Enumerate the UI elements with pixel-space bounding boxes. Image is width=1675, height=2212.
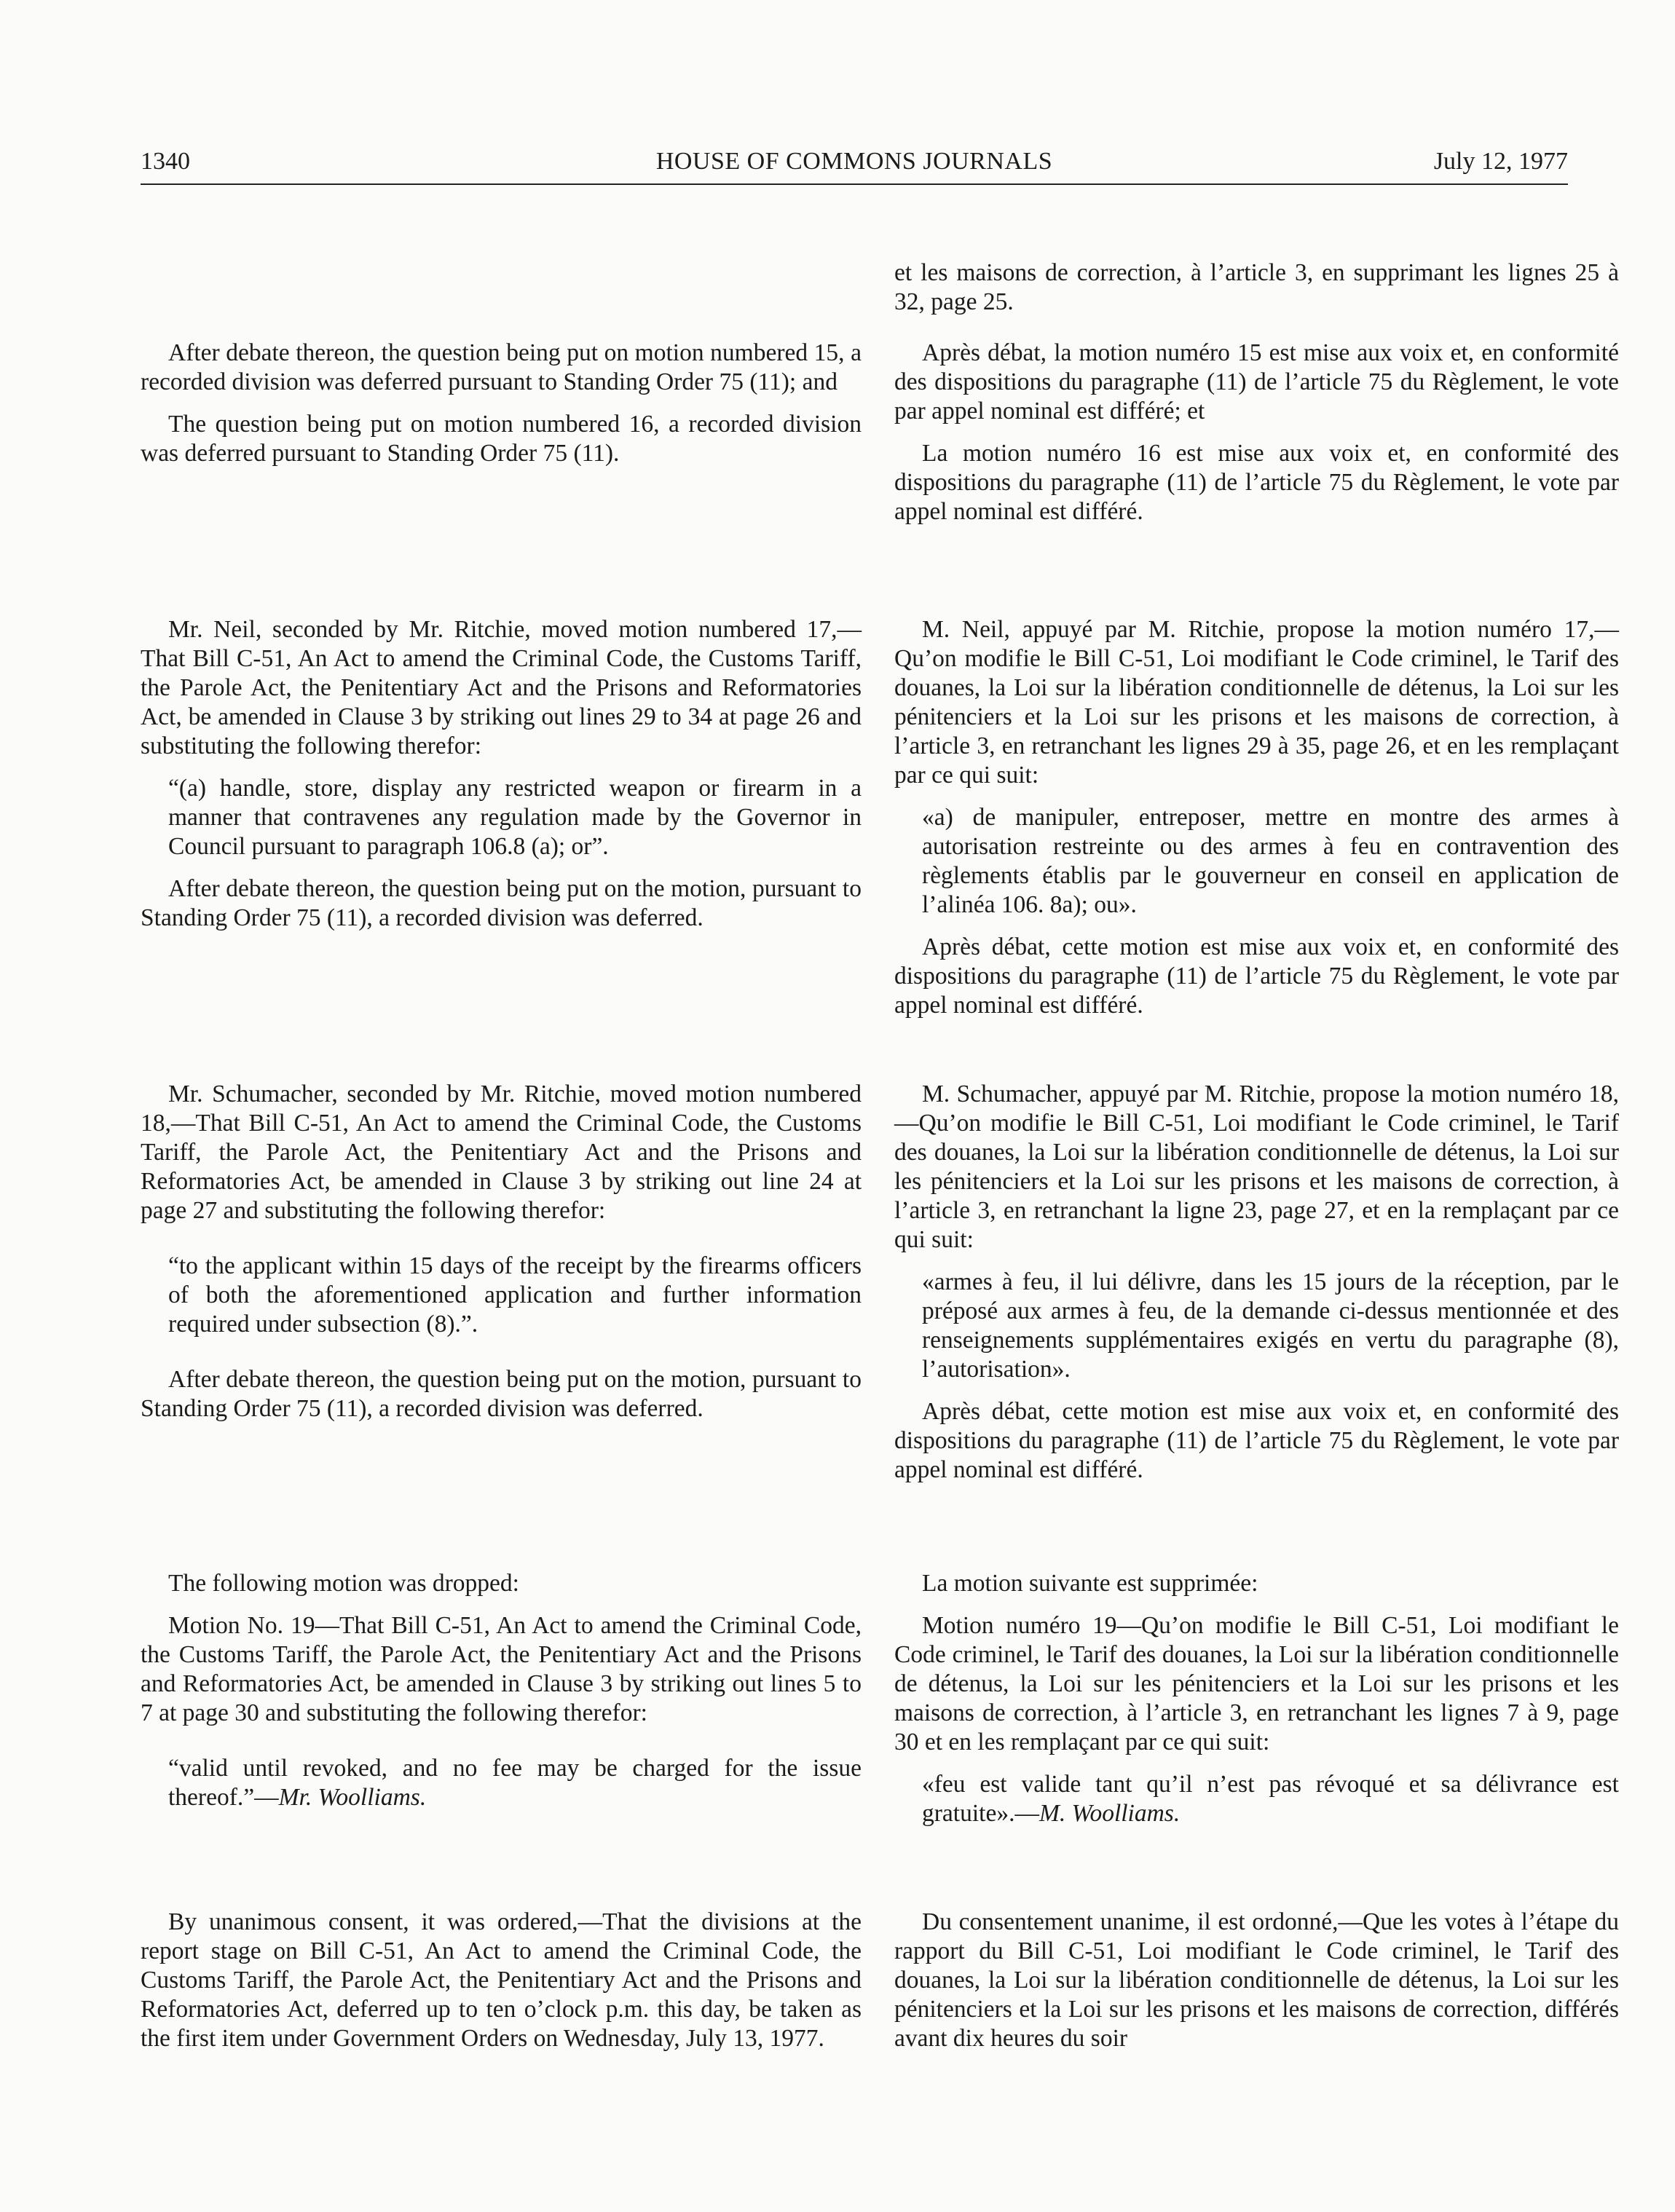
fr-motion-17-text: M. Neil, appuyé par M. Ritchie, propose la motion numéro 17,—Qu’on modifie le Bill C-51, Loi modifiant le Code criminel, le Tarif des douanes, la Loi sur la libération conditionnelle de détenus, la Loi sur les pénitenciers et la Loi sur les prisons et les maisons de correction, à l’article 3, en retranchant les lignes 29 à 35, page 26, et en les remplaçant par ce qui suit: bbox=[894, 616, 1619, 789]
fr-motion-19-text: Motion numéro 19—Qu’on modifie le Bill C-51, Loi modifiant le Code criminel, le Tarif des douanes, la Loi sur la libération conditionnelle de détenus, la Loi sur les pénitenciers et la Loi sur les prisons et les maisons de correction, à l’article 3, en retranchant les lignes 7 à 9, page 30 et en les remplaçant par ce qui suit: bbox=[894, 1612, 1619, 1755]
fr-motion-18 bbox=[894, 1080, 1619, 1485]
en-motion-18-quote: “to the applicant within 15 days of the receipt by the firearms officers of both the aforementioned application and further information required under subsection (8).”. bbox=[168, 1252, 862, 1338]
en-unanimous-consent bbox=[141, 1908, 862, 2053]
en-motion-15-paragraph: After debate thereon, the question being put on motion numbered 15, a recorded division was deferred pursuant to Standing Order 75 (11); and bbox=[141, 339, 862, 395]
fr-dropped-heading: La motion suivante est supprimée: bbox=[922, 1570, 1258, 1597]
en-motion-18-result: After debate thereon, the question being put on the motion, pursuant to Standing Order 75 (11), a recorded division was deferred. bbox=[141, 1366, 862, 1422]
fr-motion-19-quote-text: «feu est valide tant qu’il n’est pas révoqué et sa délivrance est gratuite».— bbox=[922, 1771, 1619, 1827]
fr-motion-19-quote bbox=[922, 1770, 1619, 1828]
en-unanimous-consent-text: By unanimous consent, it was ordered,—That the divisions at the report stage on Bill C-51, An Act to amend the Criminal Code, the Customs Tariff, the Parole Act, the Penitentiary Act and the Prisons and Reformatories Act, deferred up to ten o’clock p.m. this day, be taken as the first item under Government Orders on Wednesday, July 13, 1977. bbox=[141, 1908, 862, 2052]
en-motions-15-16 bbox=[141, 339, 862, 468]
en-motion-16-paragraph: The question being put on motion numbered 16, a recorded division was deferred pursuant to Standing Order 75 (11). bbox=[141, 411, 862, 467]
fr-motion-17-result: Après débat, cette motion est mise aux voix et, en conformité des dispositions du paragraphe (11) de l’article 75 du Règlement, le vote par appel nominal est différé. bbox=[894, 933, 1619, 1019]
en-motion-18-text: Mr. Schumacher, seconded by Mr. Ritchie, moved motion numbered 18,—That Bill C-51, An Act to amend the Criminal Code, the Customs Tariff, the Parole Act, the Penitentiary Act and the Prisons and Reformatories Act, be amended in Clause 3 by striking out line 24 at page 27 and substituting the following therefor: bbox=[141, 1081, 862, 1224]
fr-motion-18-quote: «armes à feu, il lui délivre, dans les 15 jours de la réception, par le préposé aux armes à feu, de la demande ci-dessus mentionnée et des renseignements supplémentaires exigés en vertu du paragraphe (8), l’autorisation». bbox=[922, 1268, 1619, 1383]
fr-motion-16-paragraph: La motion numéro 16 est mise aux voix et, en conformité des dispositions du paragraphe (11) de l’article 75 du Règlement, le vote par appel nominal est différé. bbox=[894, 440, 1619, 525]
fr-unanimous-consent-text: Du consentement unanime, il est ordonné,—Que les votes à l’étape du rapport du Bill C-51, Loi modifiant le Code criminel, le Tarif des douanes, la Loi sur la libération conditionnelle de détenus, la Loi sur les pénitenciers et la Loi sur les prisons et les maisons de correction, différés avant dix heures du soir bbox=[894, 1908, 1619, 2052]
en-motion-17-text: Mr. Neil, seconded by Mr. Ritchie, moved motion numbered 17,—That Bill C-51, An Act to amend the Criminal Code, the Customs Tariff, the Parole Act, the Penitentiary Act and the Prisons and Reformatories Act, be amended in Clause 3 by striking out lines 29 to 34 at page 26 and substituting the following therefor: bbox=[141, 616, 862, 759]
en-motion-19-quote bbox=[168, 1754, 862, 1812]
journal-title: HOUSE OF COMMONS JOURNALS bbox=[655, 148, 1053, 175]
fr-motion-18-text: M. Schumacher, appuyé par M. Ritchie, propose la motion numéro 18,—Qu’on modifie le Bill C-51, Loi modifiant le Code criminel, le Tarif des douanes, la Loi sur la libération conditionnelle de détenus, la Loi sur les pénitenciers et la Loi sur les prisons et les maisons de correction, à l’article 3, en retranchant la ligne 23, page 27, et en la remplaçant par ce qui suit: bbox=[894, 1081, 1619, 1253]
page-date: July 12, 1977 bbox=[1433, 148, 1568, 175]
fr-unanimous-consent bbox=[894, 1908, 1619, 2053]
fr-motion-19 bbox=[894, 1569, 1619, 1828]
en-motion-19-quote-text: “valid until revoked, and no fee may be charged for the issue thereof.”— bbox=[168, 1755, 862, 1811]
fr-motion-15-paragraph: Après débat, la motion numéro 15 est mise aux voix et, en conformité des dispositions du paragraphe (11) de l’article 75 du Règlement, le vote par appel nominal est différé; et bbox=[894, 339, 1619, 424]
en-motion-19-signature: Mr. Woolliams. bbox=[278, 1784, 427, 1811]
page-number: 1340 bbox=[141, 148, 190, 175]
en-motion-17 bbox=[141, 615, 862, 933]
fr-motion-17-quote: «a) de manipuler, entreposer, mettre en montre des armes à autorisation restreinte ou des armes à feu en contravention des règlements établis par le gouverneur en conseil en application de l’alinéa 106. 8a); ou». bbox=[922, 804, 1619, 918]
fr-motion-18-result: Après débat, cette motion est mise aux voix et, en conformité des dispositions du paragraphe (11) de l’article 75 du Règlement, le vote par appel nominal est différé. bbox=[894, 1398, 1619, 1483]
en-dropped-heading: The following motion was dropped: bbox=[168, 1570, 519, 1597]
en-motion-19-text: Motion No. 19—That Bill C-51, An Act to amend the Criminal Code, the Customs Tariff, the Parole Act, the Penitentiary Act and the Prisons and Reformatories Act, be amended in Clause 3 by striking out lines 5 to 7 at page 30 and substituting the following therefor: bbox=[141, 1612, 862, 1726]
en-motion-18 bbox=[141, 1080, 862, 1423]
en-motion-17-result: After debate thereon, the question being put on the motion, pursuant to Standing Order 75 (11), a recorded division was deferred. bbox=[141, 875, 862, 931]
fr-continuation-text: et les maisons de correction, à l’article 3, en supprimant les lignes 25 à 32, page 25. bbox=[894, 259, 1619, 315]
fr-continuation bbox=[894, 258, 1619, 317]
fr-motion-19-signature: M. Woolliams. bbox=[1038, 1800, 1181, 1827]
fr-motion-17 bbox=[894, 615, 1619, 1020]
en-motion-19 bbox=[141, 1569, 862, 1812]
fr-motions-15-16 bbox=[894, 339, 1619, 526]
page-header bbox=[141, 146, 1568, 185]
en-motion-17-quote: “(a) handle, store, display any restricted weapon or firearm in a manner that contravenes any regulation made by the Governor in Council pursuant to paragraph 106.8 (a); or”. bbox=[168, 775, 862, 860]
